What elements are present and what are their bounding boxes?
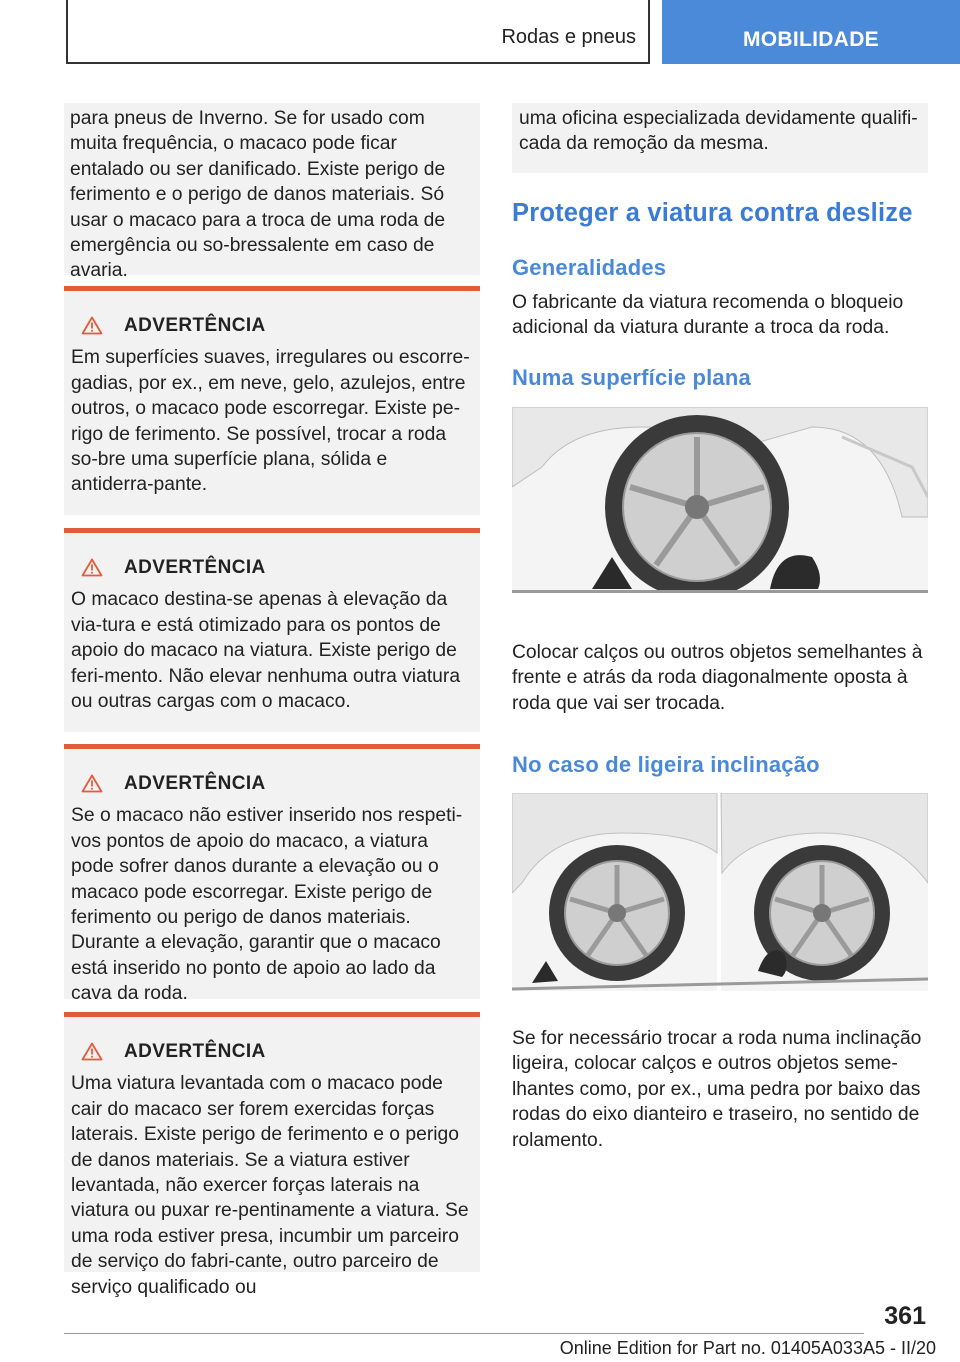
warning-box-2 (64, 528, 480, 732)
header-rule-bottom (66, 62, 650, 64)
header-rule-right (648, 0, 650, 64)
flat-surface-illustration (512, 407, 928, 593)
warning-triangle-icon (81, 316, 103, 335)
subheading-general: Generalidades (512, 255, 667, 280)
warning-text: Se o macaco não estiver inserido nos respeti-vos pontos de apoio do macaco, a viatura pode sofrer danos durante a elevação ou o macaco pode escorregar. Existe perigo de ferimento ou perigo de danos materiais. Durante a elevação, garantir que o macaco está inserido no ponto de apoio ao lado da cava da roda. (71, 805, 463, 1005)
slope-illustration (512, 793, 928, 991)
warning-triangle-icon (81, 1042, 103, 1061)
header-section-title: Rodas e pneus (501, 26, 636, 48)
slope-chock-image (512, 793, 928, 991)
flat-paragraph: Colocar calços ou outros objetos semelhantes à frente e atrás da roda diagonalmente oposta à roda que vai ser trocada. (512, 642, 923, 714)
footer-edition: Online Edition for Part no. 01405A033A5 - II/20 (559, 1338, 936, 1358)
warning-text: Uma viatura levantada com o macaco pode cair do macaco ser forem exercidas forças laterais. Existe perigo de ferimento e o perigo de danos materiais. Se a viatura estiver levantada, não exercer forças laterais na viatura ou puxar re-pentinamente a viatura. Se uma roda estiver presa, incumbir um parceiro de serviço do fabri-cante, outro parceiro de serviço qualificado ou (71, 1073, 469, 1298)
warning-title: ADVERTÊNCIA (71, 771, 474, 796)
general-paragraph: O fabricante da viatura recomenda o bloqueio adicional da viatura durante a troca da roda. (512, 292, 904, 339)
warning-box-4 (64, 1012, 480, 1298)
continued-box: uma oficina especializada devidamente qualifi-cada da remoção da mesma. (512, 103, 928, 173)
subheading-flat: Numa superfície plana (512, 365, 751, 390)
header-rule-left (66, 0, 68, 64)
warning-box-3 (64, 744, 480, 1005)
warning-text: Em superfícies suaves, irregulares ou escorre-gadias, por ex., em neve, gelo, azulejos, entre outros, o macaco pode escorregar. Existe pe-rigo de ferimento. Se possível, trocar a roda so-bre uma superfície plana, sólida e antiderra-pante. (71, 347, 470, 496)
warning-title: ADVERTÊNCIA (71, 1039, 474, 1064)
warning-title: ADVERTÊNCIA (71, 555, 474, 580)
slope-paragraph: Se for necessário trocar a roda numa inclinação ligeira, colocar calços e outros objetos seme-lhantes como, por ex., uma pedra por baixo das rodas do eixo dianteiro e traseiro, no sentido de rolamento. (512, 1028, 922, 1151)
section-heading: Proteger a viatura contra deslize (512, 199, 913, 227)
ground-line (512, 590, 928, 593)
intro-box: para pneus de Inverno. Se for usado com muita frequência, o macaco pode ficar entalado ou ser danificado. Existe perigo de ferimento e o perigo de danos materiais. Só usar o macaco para a troca de uma roda de emergência ou so-bressalente em caso de avaria. (64, 103, 480, 275)
subheading-slope: No caso de ligeira inclinação (512, 752, 820, 777)
header-chapter-tab: MOBILIDADE (662, 0, 960, 64)
wheel-chock-image (512, 407, 928, 593)
footer-rule (64, 1333, 864, 1334)
page-number: 361 (884, 1302, 926, 1330)
warning-triangle-icon (81, 774, 103, 793)
warning-triangle-icon (81, 558, 103, 577)
warning-text: O macaco destina-se apenas à elevação da via-tura e está otimizado para os pontos de apoio do macaco na viatura. Existe perigo de feri-mento. Não elevar nenhuma outra viatura ou outras cargas com o macaco. (71, 589, 461, 713)
warning-box-1 (64, 286, 480, 515)
warning-title: ADVERTÊNCIA (71, 313, 474, 338)
